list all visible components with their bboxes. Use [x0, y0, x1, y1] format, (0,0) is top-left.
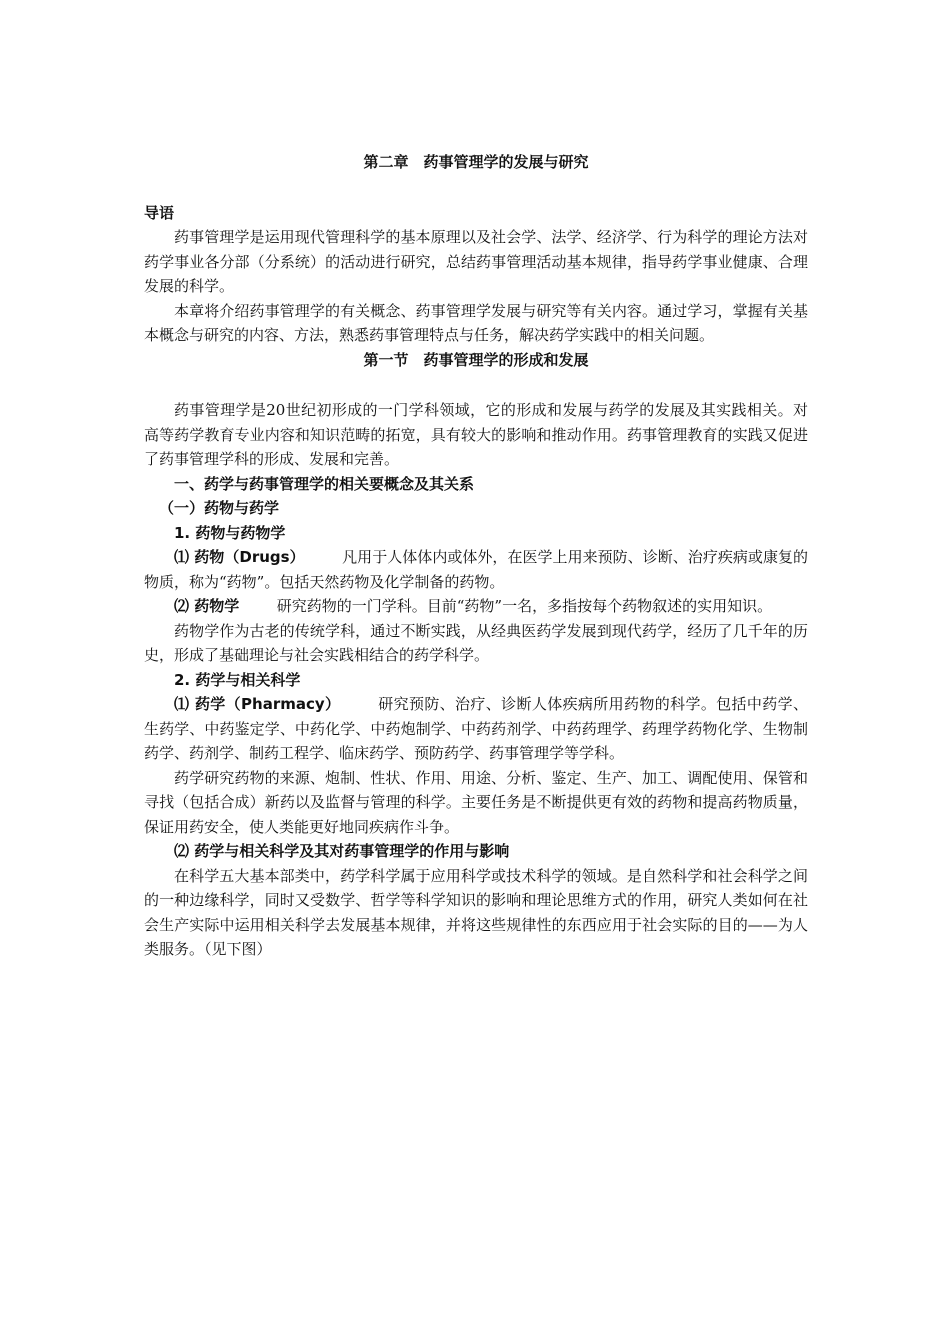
term-drug: ⑴ 药物（Drugs） — [174, 548, 305, 566]
heading-level-1: 一、药学与药事管理学的相关要概念及其关系 — [174, 474, 475, 493]
term-pharmacology: ⑵ 药物学 — [174, 597, 240, 615]
definition-pharmacology: 研究药物的一门学科。目前“药物”一名，多指按每个药物叙述的实用知识。 — [276, 597, 773, 615]
intro-heading: 导语 — [144, 203, 175, 222]
section-title: 第一节 药事管理学的形成和发展 — [363, 350, 589, 369]
heading-related-sciences: ⑵ 药学与相关科学及其对药事管理学的作用与影响 — [174, 842, 510, 860]
related-sciences-paragraph: 在科学五大基本部类中，药学科学属于应用科学或技术科学的领域。是自然科学和社会科学之间的一种边缘科学，同时又受数学、哲学等科学知识的影响和理论思维方式的作用，研究人类如何在社会生产实际中运用相关科学去发展基本规律，并将这些规律性的东西应用于社会实际的目的——为人类服务。（见下图） — [144, 866, 808, 958]
heading-level-2: （一）药物与药学 — [159, 499, 280, 517]
definition-drug: 凡用于人体体内或体外，在医学上用来预防、诊断、治疗疾病或康复的物质，称为“药物”。包括天然药物及化学制备的药物。 — [144, 548, 808, 591]
pharmacy-paragraph: 药学研究药物的来源、炮制、性状、作用、用途、分析、鉴定、生产、加工、调配使用、保管和寻找（包括合成）新药以及监督与管理的科学。主要任务是不断提供更有效的药物和提高药物质量，保证用药安全，使人类能更好地同疾病作斗争。 — [144, 768, 808, 836]
chapter-title: 第二章 药事管理学的发展与研究 — [363, 153, 589, 171]
section-intro-paragraph: 药事管理学是20世纪初形成的一门学科领域，它的形成和发展与药学的发展及其实践相关。对高等药学教育专业内容和知识范畴的拓宽，具有较大的影响和推动作用。药事管理教育的实践又促进了药事管理学科的形成、发展和完善。 — [144, 401, 808, 468]
intro-paragraph-2: 本章将介绍药事管理学的有关概念、药事管理学发展与研究等有关内容。通过学习，掌握有关基本概念与研究的内容、方法，熟悉药事管理特点与任务，解决药学实践中的相关问题。 — [144, 301, 808, 344]
item-pharmacology — [144, 594, 808, 619]
pharmacology-paragraph: 药物学作为古老的传统学科，通过不断实践，从经典医药学发展到现代药学，经历了几千年的历史，形成了基础理论与社会实践相结合的药学科学。 — [144, 621, 808, 664]
term-pharmacy: ⑴ 药学（Pharmacy） — [174, 695, 341, 713]
intro-paragraph-1: 药事管理学是运用现代管理科学的基本原理以及社会学、法学、经济学、行为科学的理论方法对药学事业各分部（分系统）的活动进行研究，总结药事管理活动基本规律，指导药学事业健康、合理发展的科学。 — [144, 228, 808, 295]
heading-pharmacy-and-related: 2. 药学与相关科学 — [174, 670, 301, 689]
item-pharmacy — [144, 692, 808, 766]
heading-drug-and-pharmacology: 1. 药物与药物学 — [174, 523, 286, 542]
document-body — [144, 150, 808, 962]
definition-pharmacy: 研究预防、治疗、诊断人体疾病所用药物的科学。包括中药学、生药学、中药鉴定学、中药化学、中药炮制学、中药药剂学、中药药理学、药理学药物化学、生物制药学、药剂学、制药工程学、临床药学、预防药学、药事管理学等学科。 — [144, 695, 808, 762]
item-drug — [144, 545, 808, 594]
